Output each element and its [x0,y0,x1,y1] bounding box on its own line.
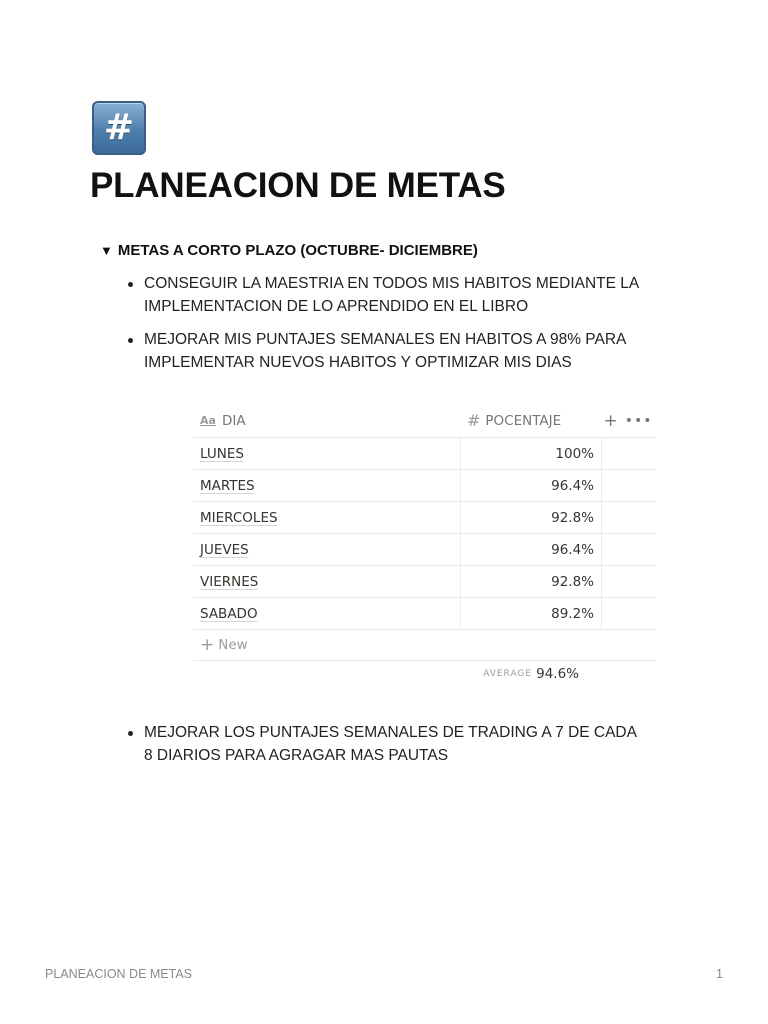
header-actions [600,404,656,437]
percentage-table [193,404,656,687]
column-header-label: DIA [221,412,246,429]
cell-empty [601,566,656,597]
list-item: CONSEGUIR LA MAESTRIA EN TODOS MIS HABITOS MEDIANTE LA IMPLEMENTACION DE LO APRENDIDO EN EL LIBRO [126,272,646,318]
table-row[interactable] [193,438,656,470]
list-item: MEJORAR MIS PUNTAJES SEMANALES EN HABITOS A 98% PARA IMPLEMENTAR NUEVOS HABITOS Y OPTIMIZAR MIS DIAS [126,328,646,374]
list-item: MEJORAR LOS PUNTAJES SEMANALES DE TRADING A 7 DE CADA 8 DIARIOS PARA AGRAGAR MAS PAUTAS [126,721,646,767]
cell-porcentaje[interactable]: 96.4% [460,534,601,565]
table-row[interactable] [193,502,656,534]
table-row[interactable] [193,470,656,502]
number-property-icon: # [467,411,481,430]
cell-empty [601,470,656,501]
page-number: 1 [716,967,723,981]
cell-dia[interactable]: VIERNES [200,573,259,590]
plus-icon: + [200,635,215,655]
goal-list-top [126,272,646,384]
hash-glyph: # [103,107,135,148]
cell-empty [601,502,656,533]
cell-empty [601,534,656,565]
text-property-icon: Aa [200,414,216,427]
new-row-label: New [218,637,248,653]
toggle-heading[interactable] [100,242,478,259]
cell-dia[interactable]: SABADO [200,605,258,622]
goal-list-bottom [126,721,646,777]
table-row[interactable] [193,534,656,566]
cell-dia[interactable]: JUEVES [200,541,249,558]
cell-porcentaje[interactable]: 89.2% [460,598,601,629]
cell-porcentaje[interactable]: 92.8% [460,502,601,533]
cell-porcentaje[interactable]: 92.8% [460,566,601,597]
table-row[interactable] [193,598,656,630]
footer-title: PLANEACION DE METAS [45,967,193,981]
column-header-porcentaje[interactable] [460,404,600,437]
column-header-dia[interactable] [193,413,460,429]
cell-dia[interactable]: LUNES [200,445,244,462]
cell-porcentaje[interactable]: 100% [460,438,601,469]
table-header [193,404,656,438]
toggle-arrow-icon[interactable]: ▼ [100,243,113,258]
new-row-button[interactable] [193,630,656,661]
cell-porcentaje[interactable]: 96.4% [460,470,601,501]
cell-dia[interactable]: MIERCOLES [200,509,278,526]
plus-icon[interactable]: + [603,410,618,431]
cell-dia[interactable]: MARTES [200,477,255,494]
average-calculation[interactable] [193,661,586,687]
calc-value: 94.6% [536,666,579,682]
table-row[interactable] [193,566,656,598]
cell-empty [601,598,656,629]
cell-empty [601,438,656,469]
toggle-label: METAS A CORTO PLAZO (OCTUBRE- DICIEMBRE) [117,242,478,259]
ellipsis-icon[interactable]: ••• [624,412,653,429]
calc-label: AVERAGE [483,669,533,679]
page-title: PLANEACION DE METAS [90,166,506,205]
column-header-label: POCENTAJE [485,412,562,429]
hash-keycap-icon [92,101,146,155]
